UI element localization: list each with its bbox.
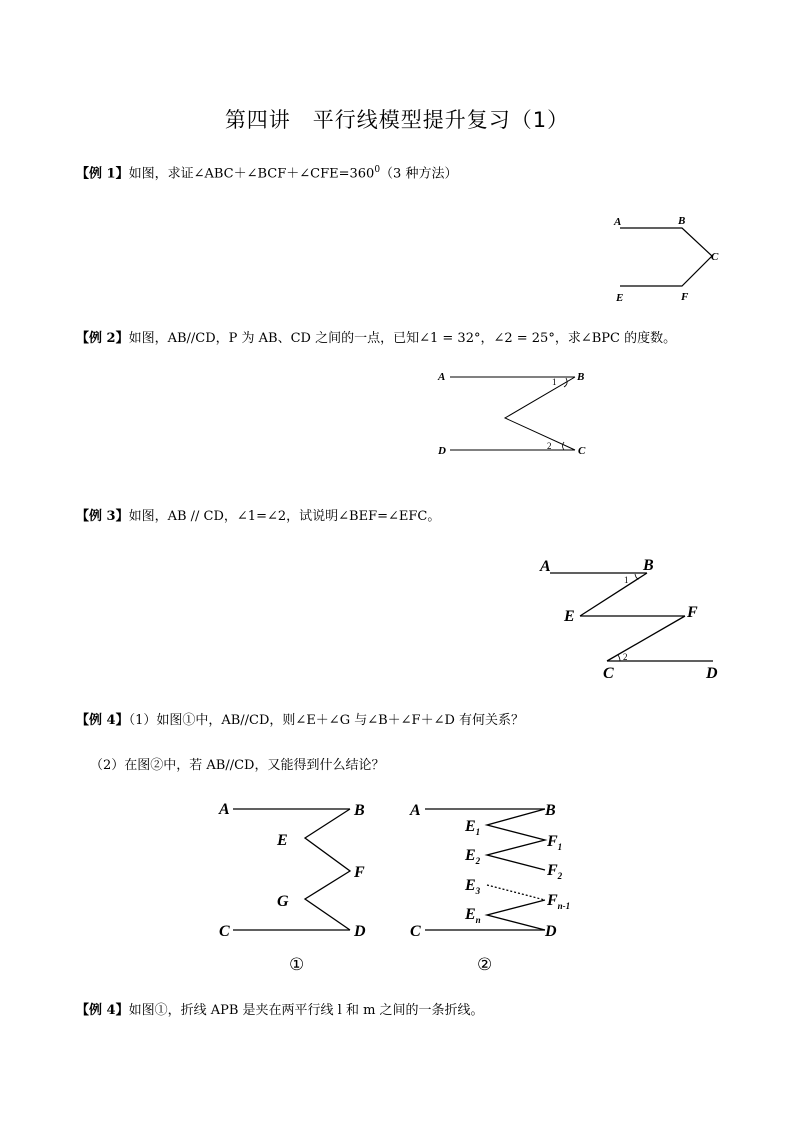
label-B: B — [354, 802, 365, 819]
label-D: D — [354, 923, 366, 940]
angle-2-label: 2 — [623, 652, 628, 662]
figure-caption-2: ② — [477, 955, 493, 975]
example-4-question-2: （2）在图②中，若 AB//CD，又能得到什么结论？ — [90, 758, 385, 773]
example-1-body: 如图，求证∠ABC＋∠BCF＋∠CFE=360 — [128, 166, 375, 182]
label-A: A — [438, 371, 446, 383]
label-F1: $F_1$ — [547, 833, 563, 852]
label-E2: $E_2$ — [465, 847, 481, 866]
label-E: E — [616, 292, 624, 304]
example-1-degree-sup: 0 — [374, 165, 381, 175]
example-5-body: 如图①，折线 APB 是夹在两平行线 l 和 m 之间的一条折线。 — [128, 1003, 484, 1018]
example-5-text — [76, 1002, 484, 1020]
label-C: C — [219, 923, 230, 940]
example-4-q1-body: （1）如图①中，AB//CD，则∠E＋∠G 与∠B＋∠F＋∠D 有何关系？ — [128, 713, 525, 728]
angle-2-label: 2 — [547, 441, 552, 451]
label-C: C — [711, 251, 719, 263]
example-1-tag: 【例 1】 — [76, 166, 129, 182]
example-4-question-1 — [76, 712, 524, 730]
label-D: D — [545, 923, 557, 940]
label-C: C — [410, 923, 421, 940]
label-C: C — [578, 445, 586, 457]
angle-1-label: 1 — [624, 575, 629, 585]
label-D: D — [706, 665, 718, 682]
example-2-tag: 【例 2】 — [76, 331, 129, 346]
label-G: G — [277, 893, 289, 910]
example-1-tail: （3 种方法） — [380, 166, 458, 182]
example-5-tag: 【例 4】 — [76, 1003, 129, 1018]
label-F: F — [354, 864, 365, 881]
label-En: $E_n$ — [465, 906, 481, 925]
figure-4-2 — [405, 795, 580, 980]
label-F: F — [681, 291, 689, 303]
label-A: A — [219, 801, 230, 818]
label-A: A — [614, 216, 622, 228]
label-D: D — [438, 445, 446, 457]
figure-4-1 — [215, 795, 375, 980]
label-A: A — [410, 802, 421, 819]
example-3-text — [76, 508, 440, 526]
label-E: E — [564, 608, 575, 625]
example-1-text — [76, 161, 457, 183]
example-2-text — [76, 330, 676, 348]
angle-1-label: 1 — [552, 377, 557, 387]
label-E3: $E_3$ — [465, 877, 481, 896]
label-F: F — [687, 604, 698, 621]
example-3-tag: 【例 3】 — [76, 509, 129, 524]
label-A: A — [540, 558, 551, 575]
figure-example-2 — [430, 365, 595, 460]
example-4-tag: 【例 4】 — [76, 713, 129, 728]
page-title: 第四讲 平行线模型提升复习（1） — [224, 108, 570, 132]
example-3-body: 如图，AB // CD，∠1=∠2，试说明∠BEF=∠EFC。 — [128, 509, 441, 524]
example-2-body: 如图，AB//CD，P 为 AB、CD 之间的一点，已知∠1 = 32°，∠2 = 25°，求∠BPC 的度数。 — [128, 331, 677, 346]
label-Fn-1: $F_{n-1}$ — [547, 892, 571, 911]
label-F2: $F_2$ — [547, 862, 563, 881]
label-B: B — [545, 802, 556, 819]
label-E: E — [277, 832, 288, 849]
label-B: B — [577, 371, 585, 383]
label-B: B — [678, 215, 686, 227]
figure-caption-1: ① — [289, 955, 305, 975]
label-B: B — [643, 557, 654, 574]
label-E1: $E_1$ — [465, 818, 481, 837]
figure-example-1 — [600, 210, 730, 305]
figure-example-3 — [535, 555, 730, 685]
label-C: C — [603, 665, 614, 682]
